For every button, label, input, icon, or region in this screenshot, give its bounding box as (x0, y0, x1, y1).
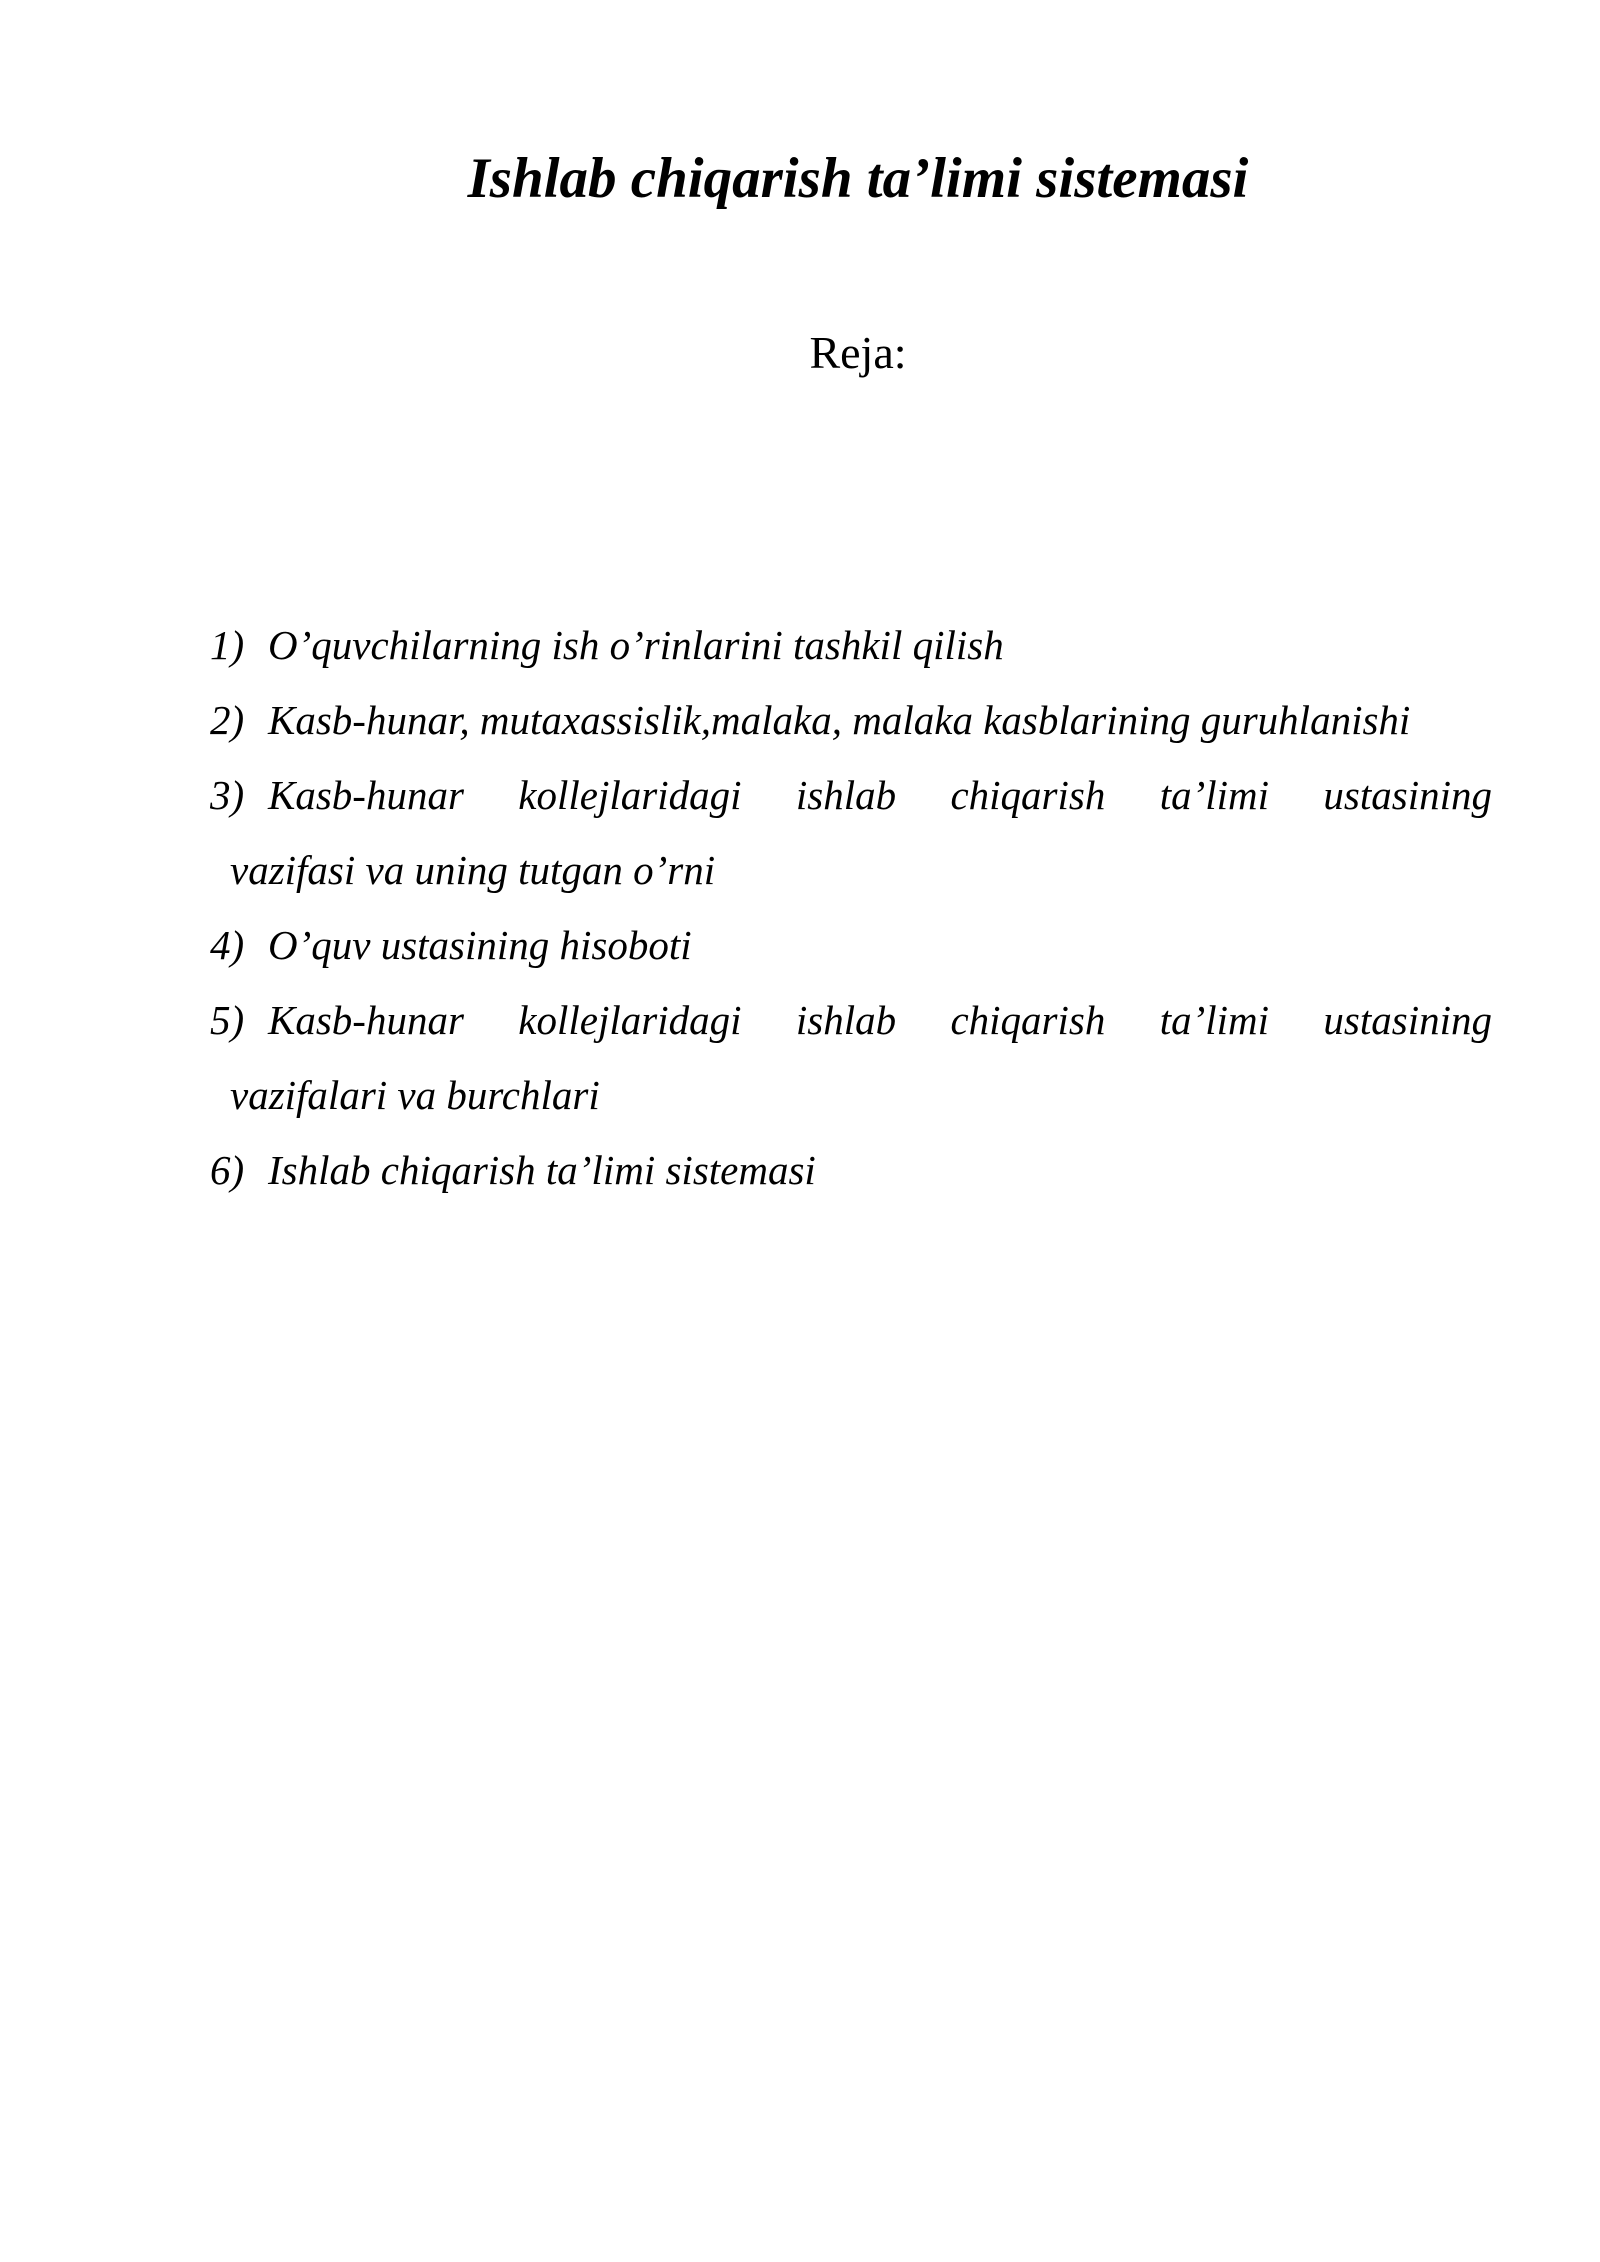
list-item (210, 608, 1492, 683)
plan-list (210, 608, 1492, 1208)
list-item-number: 6) (210, 1147, 245, 1193)
list-item-text: Kasb-hunar, mutaxassislik,malaka, malaka kasblarining guruhlanishi (268, 697, 1411, 743)
list-item (210, 758, 1492, 833)
list-item (210, 683, 1492, 758)
list-item-text: Ishlab chiqarish ta’limi sistemasi (268, 1147, 816, 1193)
list-item-text: O’quv ustasining hisoboti (268, 922, 692, 968)
list-item-text: Kasb-hunar kollejlaridagi ishlab chiqarish ta’limi ustasining (268, 997, 1492, 1043)
list-item (210, 983, 1492, 1058)
list-item-continuation: vazifalari va burchlari (230, 1072, 600, 1118)
list-item-number: 3) (210, 772, 245, 818)
list-item-text: O’quvchilarning ish o’rinlarini tashkil qilish (268, 622, 1004, 668)
list-item (210, 1133, 1492, 1208)
list-item-number: 1) (210, 622, 245, 668)
list-item-number: 5) (210, 997, 245, 1043)
list-item-text: Kasb-hunar kollejlaridagi ishlab chiqarish ta’limi ustasining (268, 772, 1492, 818)
list-item-continuation: vazifasi va uning tutgan o’rni (230, 847, 716, 893)
document-title: Ishlab chiqarish ta’limi sistemasi (467, 147, 1249, 210)
list-item (210, 908, 1492, 983)
list-item-number: 4) (210, 922, 245, 968)
list-item-number: 2) (210, 697, 245, 743)
plan-heading: Reja: (809, 327, 907, 378)
